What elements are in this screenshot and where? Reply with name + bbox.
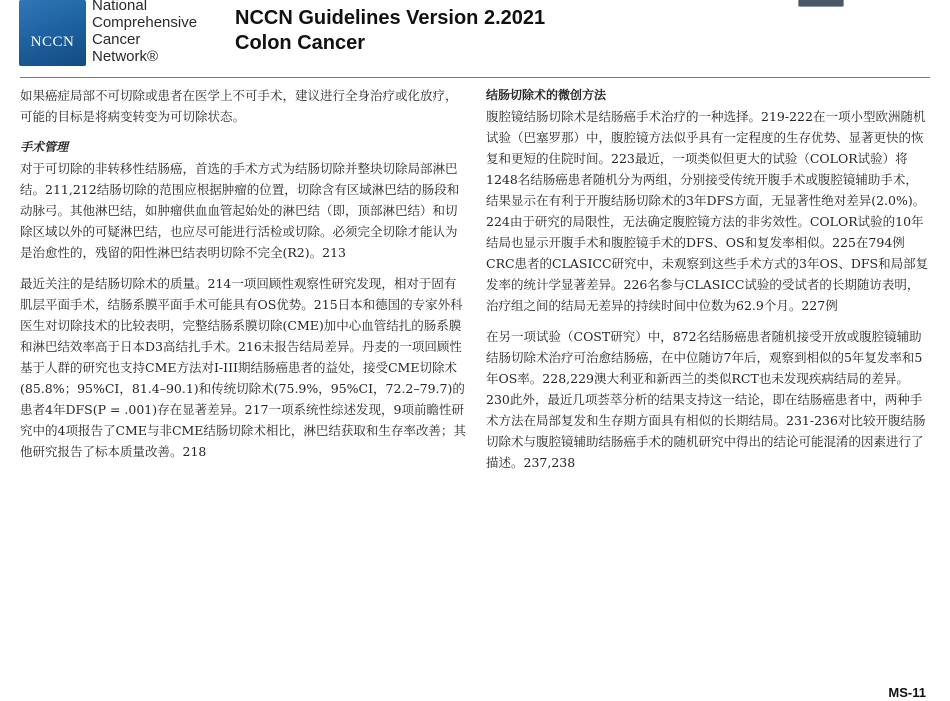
logo-abbreviation: NCCN [30,34,75,50]
logo-line: Cancer [92,31,141,48]
nccn-logo[interactable] [19,0,215,68]
right-column [486,85,930,483]
guideline-version: NCCN Guidelines Version 2.2021 [235,7,546,29]
surgical-management-paragraph: 对于可切除的非转移性结肠癌，首选的手术方式为结肠切除并整块切除局部淋巴结。211,212结肠切除的范围应根据肿瘤的位置，切除含有区域淋巴结的肠段和动脉弓。其他淋巴结，如肿瘤供血血管起始处的淋巴结（即，顶部淋巴结）和切除区域以外的可疑淋巴结，也应尽可能进行活检或切除。必须完全切除才能认为是治愈性的，残留的阳性淋巴结表明切除不完全(R2)。213 [20,161,460,260]
cost-trial-paragraph: 在另一项试验（COST研究）中，872名结肠癌患者随机接受开放或腹腔镜辅助结肠切除术治疗可治愈结肠癌，在中位随访7年后，观察到相似的5年复发率和5年OS率。228,229澳大利亚和新西兰的类似RCT也未发现疾病结局的差异。230此外，最近几项荟萃分析的结果支持这一结论，即在结肠癌患者中，两种手术方法在局部复发和生存期方面具有相似的长期结局。231-236对比较开腹结肠切除术与腹腔镜辅助结肠癌手术的随机研究中得出的结论可能混淆的因素进行了描述。237,238 [486,329,926,470]
colectomy-quality-paragraph: 最近关注的是结肠切除术的质量。214一项回顾性观察性研究发现，相对于固有肌层平面手术，结肠系膜平面手术可能具有OS优势。215日本和德国的专家外科医生对切除技术的比较表明，完整结肠系膜切除(CME)加中心血管结扎的肠系膜和淋巴结效率高于日本D3高结扎手术。216未报告结局差异。丹麦的一项回顾性基于人群的研究也支持CME方法对I-III期结肠癌患者的益处，接受CME切除术(85.8%；95%CI，81.4–90.1)和传统切除术(75.9%，95%CI，72.2–79.7)的患者4年DFS(P = .001)存在显著差异。217一项系统性综述发现，9项前瞻性研究中的4项报告了CME与非CME结肠切除术相比，淋巴结获取和生存率改善；其他研究报告了标本质量改善。218 [20,276,466,459]
header-tab[interactable] [798,0,844,7]
logo-wordmark [92,0,197,65]
logo-line: Network® [92,48,159,65]
logo-badge [19,0,86,66]
page-number: MS-11 [888,685,926,700]
page-header [0,0,950,78]
intro-paragraph: 如果癌症局部不可切除或患者在医学上不可手术，建议进行全身治疗或化放疗，可能的目标是将病变转变为可切除状态。 [20,88,458,124]
left-column [20,85,468,472]
section-heading-minimally-invasive: 结肠切除术的微创方法 [486,88,607,102]
logo-line: Comprehensive [92,14,198,31]
logo-line: National [92,0,148,14]
document-title [235,6,545,56]
header-divider [20,77,930,78]
cancer-type: Colon Cancer [235,32,366,54]
section-heading-surgical-management: 手术管理 [20,140,69,154]
laparoscopic-paragraph: 腹腔镜结肠切除术是结肠癌手术治疗的一种选择。219-222在一项小型欧洲随机试验（巴塞罗那）中，腹腔镜方法似乎具有一定程度的生存优势、显著更快的恢复和更短的住院时间。223最近，一项类似但更大的试验（COLOR试验）将1248名结肠癌患者随机分为两组，分别接受传统开腹手术或腹腔镜辅助手术，结果显示在有利于开腹结肠切除术的3年DFS方面，无显著性绝对差异(2.0%)。224由于研究的局限性，无法确定腹腔镜方法的非劣效性。COLOR试验的10年结局也显示开腹手术和腹腔镜手术的DFS、OS和复发率相似。225在794例CRC患者的CLASICC研究中，未观察到这些手术方式的3年OS、DFS和局部复发率的统计学显著差异。226名参与CLASICC试验的受试者的长期随访表明，治疗组之间的结局无差异的持续时间中位数为62.9个月。227例 [486,109,929,313]
